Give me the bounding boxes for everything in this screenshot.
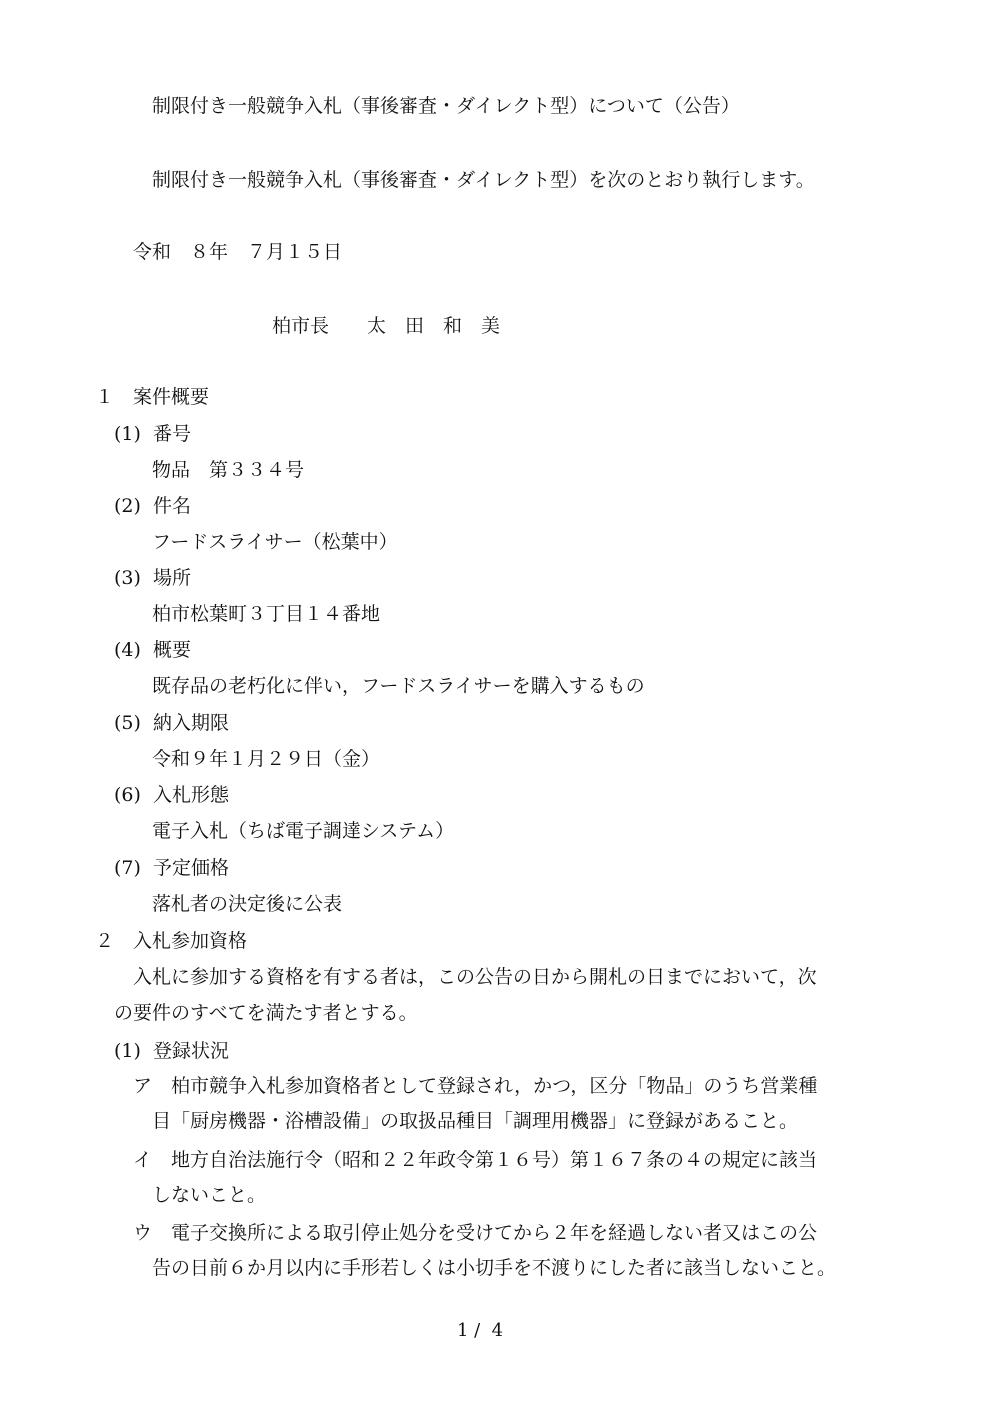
section-2-paragraph-line-1: 入札に参加する資格を有する者は，この公告の日から開札の日までにおいて，次 [133,966,817,988]
item-1-label: (1) 番号 [114,423,191,445]
item-1-value: 物品 第３３４号 [152,459,305,481]
issuer-name: 柏市長 太 田 和 美 [272,315,501,337]
item-7-label: (7) 予定価格 [114,857,229,879]
section-2-paragraph-line-2: の要件のすべてを満たす者とする。 [114,1002,418,1024]
notice-title: 制限付き一般競争入札（事後審査・ダイレクト型）について（公告） [152,95,740,117]
item-2-value: フードスライサー（松葉中） [152,531,398,553]
section-1-heading: １ 案件概要 [95,386,210,408]
condition-i-line-1: イ 地方自治法施行令（昭和２２年政令第１６号）第１６７条の４の規定に該当 [133,1149,818,1171]
item-7-value: 落札者の決定後に公表 [152,893,343,915]
item-4-value: 既存品の老朽化に伴い，フードスライサーを購入するもの [152,675,645,697]
item-2-label: (2) 件名 [114,495,191,517]
item-3-value: 柏市松葉町３丁目１４番地 [152,603,381,625]
intro-text: 制限付き一般競争入札（事後審査・ダイレクト型）を次のとおり執行します。 [152,169,815,191]
condition-a-line-2: 目「厨房機器・浴槽設備」の取扱品種目「調理用機器」に登録があること。 [152,1110,799,1132]
condition-i-line-2: しないこと。 [152,1184,267,1206]
item-5-label: (5) 納入期限 [114,712,229,734]
notice-date: 令和 ８年 ７月１５日 [133,241,343,263]
page-number: 1 / 4 [457,1320,504,1341]
subsection-1-label: (1) 登録状況 [114,1040,229,1062]
item-6-value: 電子入札（ちば電子調達システム） [152,820,455,842]
item-5-value: 令和９年１月２９日（金） [152,748,381,770]
section-2-heading: ２ 入札参加資格 [95,930,248,952]
condition-u-line-2: 告の日前６か月以内に手形若しくは小切手を不渡りにした者に該当しないこと。 [152,1257,837,1279]
item-3-label: (3) 場所 [114,567,191,589]
condition-a-line-1: ア 柏市競争入札参加資格者として登録され，かつ，区分「物品」のうち営業種 [133,1075,818,1097]
condition-u-line-1: ウ 電子交換所による取引停止処分を受けてから２年を経過しない者又はこの公 [133,1222,818,1244]
item-4-label: (4) 概要 [114,639,191,661]
item-6-label: (6) 入札形態 [114,784,229,806]
